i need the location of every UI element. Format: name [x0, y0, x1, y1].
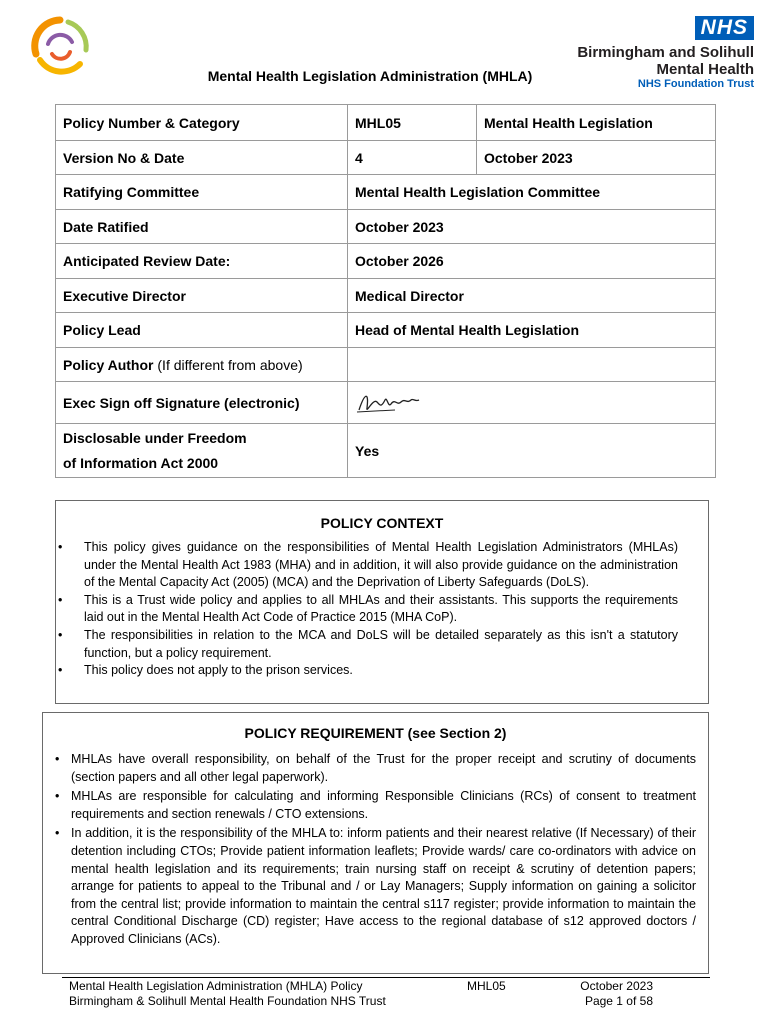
policy-number-label: Policy Number & Category — [56, 105, 348, 141]
table-row — [56, 279, 716, 313]
policy-author-note: (If different from above) — [157, 356, 303, 373]
policy-context-list — [84, 539, 708, 680]
footer-right — [565, 979, 653, 1009]
policy-number-value: MHL05 — [348, 105, 477, 141]
signoff-label: Exec Sign off Signature (electronic) — [56, 382, 348, 424]
date-ratified-label: Date Ratified — [56, 210, 348, 244]
list-item: • The responsibilities in relation to the MCA and DoLS will be detailed separately as this isn't a statutory function, but a policy requirement. — [56, 627, 708, 662]
foi-label — [56, 424, 348, 478]
signature-image — [355, 388, 425, 418]
list-item: • MHLAs are responsible for calculating and informing Responsible Clinicians (RCs) of consent to treatment requirements and section renewals / CTO extensions. — [53, 788, 696, 823]
executive-director-label: Executive Director — [56, 279, 348, 313]
footer-divider — [62, 977, 710, 978]
policy-requirement-title: POLICY REQUIREMENT (see Section 2) — [244, 725, 507, 741]
version-label: Version No & Date — [56, 141, 348, 175]
trust-name-line3: NHS Foundation Trust — [637, 78, 754, 90]
trust-name-line1: Birmingham and Solihull — [577, 44, 754, 61]
table-row — [56, 382, 716, 424]
policy-requirement-box — [42, 712, 709, 974]
list-item: • This policy does not apply to the prison services. — [56, 662, 708, 680]
document-title: Mental Health Legislation Administration (MHLA) — [207, 68, 533, 84]
footer-policy-number: MHL05 — [467, 979, 506, 993]
ratifying-committee-label: Ratifying Committee — [56, 175, 348, 210]
signoff-value — [348, 382, 716, 424]
table-row — [56, 141, 716, 175]
policy-requirement-list — [53, 751, 696, 949]
foi-label-line2: of Information Act 2000 — [63, 454, 219, 471]
policy-category-value: Mental Health Legislation — [477, 105, 716, 141]
footer-trust-name: Birmingham & Solihull Mental Health Foundation NHS Trust — [69, 994, 386, 1008]
table-row — [56, 105, 716, 141]
version-date-value: October 2023 — [477, 141, 716, 175]
list-item: • This is a Trust wide policy and applies to all MHLAs and their assistants. This supports the requirements laid out in the Mental Health Act Code of Practice 2015 (MHA CoP). — [56, 592, 708, 627]
review-date-value: October 2026 — [348, 244, 716, 279]
policy-context-title: POLICY CONTEXT — [320, 515, 444, 531]
policy-author-label — [56, 348, 348, 382]
policy-lead-label: Policy Lead — [56, 313, 348, 348]
foi-label-line1: Disclosable under Freedom — [63, 429, 247, 446]
list-item: • MHLAs have overall responsibility, on behalf of the Trust for the proper receipt and scrutiny of documents (section papers and all other legal paperwork). — [53, 751, 696, 786]
footer-policy-name: Mental Health Legislation Administration (MHLA) Policy — [69, 979, 363, 993]
review-date-label: Anticipated Review Date: — [56, 244, 348, 279]
trust-name-line2: Mental Health — [656, 61, 754, 78]
footer-date: October 2023 — [580, 979, 653, 993]
policy-lead-value: Head of Mental Health Legislation — [348, 313, 716, 348]
table-row — [56, 313, 716, 348]
table-row — [56, 424, 716, 478]
policy-metadata-table — [55, 104, 716, 478]
table-row — [56, 244, 716, 279]
nhs-badge: NHS — [695, 16, 754, 40]
table-row — [56, 348, 716, 382]
policy-context-box — [55, 500, 709, 704]
policy-author-label-text: Policy Author — [63, 356, 154, 373]
table-row — [56, 175, 716, 210]
ratifying-committee-value: Mental Health Legislation Committee — [348, 175, 716, 210]
date-ratified-value: October 2023 — [348, 210, 716, 244]
foi-value: Yes — [348, 424, 716, 478]
list-item: • This policy gives guidance on the responsibilities of Mental Health Legislation Administrators (MHLAs) under the Mental Health Act 1983 (MHA) and in addition, it will also provide guidance on the administration of the Mental Capacity Act (2005) (MCA) and the Deprivation of Liberty Safeguards (DoLS). — [56, 539, 708, 592]
executive-director-value: Medical Director — [348, 279, 716, 313]
version-value: 4 — [348, 141, 477, 175]
page-number: Page 1 of 58 — [584, 994, 653, 1008]
table-row — [56, 210, 716, 244]
policy-author-value — [348, 348, 716, 382]
list-item: • In addition, it is the responsibility of the MHLA to: inform patients and their nearest relative (If Necessary) of their detention including CTOs; Provide patient information leaflets; Provide wards/ care co-ordinators with advice on mental health legislation and its requirements; train nursing staff on receipt & scrutiny of detention papers; arrange for patients to appeal to the Tribunal and / or Lay Managers; Supply information on gaining a solicitor from the central list; provide information to maintain the central s117 register; provide information to maintain the central Conditional Discharge (CD) register; Have access to the regional database of s12 approved doctors / Approved Clinicians (ACs). — [53, 825, 696, 948]
footer-left — [69, 979, 386, 1009]
